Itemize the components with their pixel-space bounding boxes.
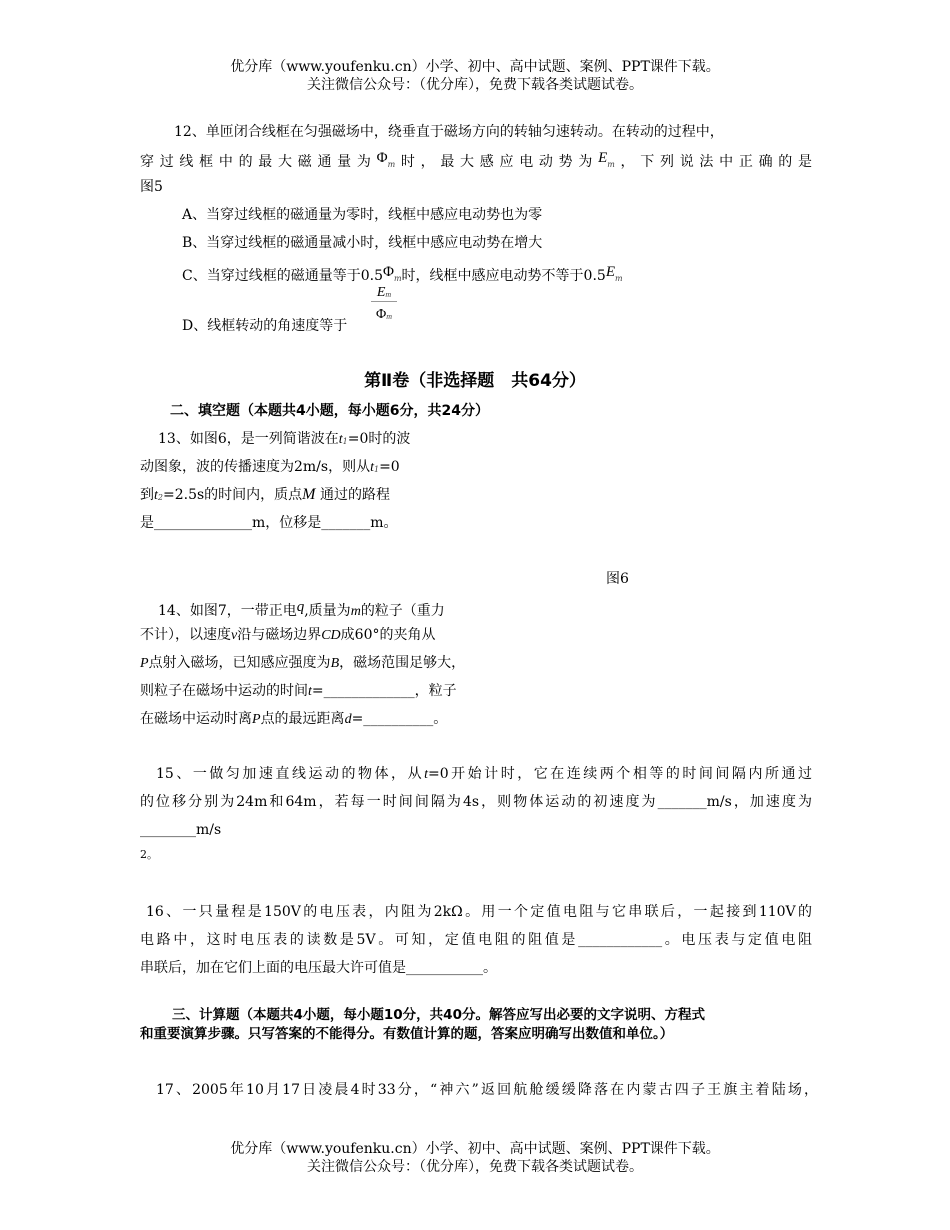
q14-text-5a: 在磁场中运动时离 [140, 711, 252, 727]
q15-line-1 [156, 765, 812, 784]
fraction-denominator [371, 307, 397, 323]
q16-line-2: 电路中，这时电压表的读数是5V。可知，定值电阻的阻值是____________。电压表与定值电阻 [140, 932, 812, 948]
e-symbol: E [605, 264, 615, 280]
q16-line-3: 串联后，加在它们上面的电压最大许可值是___________。 [140, 960, 497, 976]
q12-option-c [182, 263, 623, 288]
q13-line-4: 是______________m，位移是_______m。 [140, 515, 398, 531]
sub-m: m [387, 160, 396, 169]
e-symbol: E [376, 285, 386, 300]
t-symbol: t [308, 684, 312, 699]
p-symbol: P [140, 656, 149, 671]
q15-text-1a: 15、一做匀加速直线运动的物体，从 [156, 766, 425, 782]
sub-1: 1 [373, 465, 380, 474]
sub-m: m [386, 312, 392, 321]
header-line-2: 关注微信公众号：（优分库），免费下载各类试题试卷。 [307, 77, 643, 93]
sub-m: m [385, 290, 392, 299]
q14-text-3b: ，磁场范围足够大， [339, 655, 466, 671]
q12-fig-label: 图5 [140, 179, 163, 195]
q15-line-3: ________m/s [140, 822, 222, 838]
q14-line-2 [140, 626, 436, 645]
q12-text-a: 穿过线框中的最大磁通量为 [140, 154, 377, 170]
q12-option-b: B、当穿过线框的磁通量减小时，线框中感应电动势在增大 [182, 235, 543, 251]
q14-text-4b: =_____________，粒子 [311, 683, 457, 699]
q15-line-2: 的位移分别为24m和64m，若每一时间间隔为4s，则物体运动的初速度为_______m/s，加速度为 [140, 794, 812, 810]
section-2-subtitle: 二、填空题（本题共4小题，每小题6分，共24分） [170, 403, 489, 419]
q16-line-1: 16、一只量程是150V的电压表，内阻为2kΩ。用一个定值电阻与它串联后，一起接到110V的 [146, 904, 812, 920]
q14-text-5b: 点的最远距离 [260, 711, 345, 727]
footer-line-2: 关注微信公众号：（优分库），免费下载各类试题试卷。 [307, 1159, 643, 1175]
q14-line-4 [140, 682, 457, 701]
t-symbol: t [338, 432, 343, 447]
m-symbol: m [350, 604, 361, 619]
section-3-line-2: 和重要演算步骤。只写答案的不能得分。有数值计算的题，答案应明确写出数值和单位。） [140, 1026, 674, 1042]
fraction-numerator [371, 285, 397, 302]
section-3-line-1: 三、计算题（本题共4小题，每小题10分，共40分。解答应写出必要的文字说明、方程式 [172, 1007, 705, 1023]
q14-line-1 [158, 598, 445, 621]
cd-symbol: CD [321, 628, 341, 643]
q14-text-4a: 则粒子在磁场中运动的时间 [140, 683, 308, 699]
footer-line-1: 优分库（www.youfenku.cn）小学、初中、高中试题、案例、PPT课件下载。 [230, 1141, 720, 1157]
d-symbol: d [344, 712, 352, 727]
q14-text-2c: 成60°的夹角从 [340, 627, 436, 643]
q14-text-2a: 不计），以速度 [140, 627, 231, 643]
q14-text-3a: 点射入磁场，已知感应强度为 [148, 655, 331, 671]
q13-text-1a: 13、如图6，是一列简谐波在 [158, 431, 339, 447]
e-symbol: E [598, 150, 608, 166]
sub-m: m [393, 274, 402, 283]
q15-text-1b: =0开始计时，它在连续两个相等的时间间隔内所通过 [427, 766, 812, 782]
sub-1: 1 [342, 437, 348, 446]
q13-text-1b: =0时的波 [347, 431, 411, 447]
q14-text-2b: 沿与磁场边界 [237, 627, 322, 643]
q12-option-c-text-a: C、当穿过线框的磁通量等于0.5 [182, 268, 383, 284]
p-symbol: P [252, 712, 261, 727]
q14-text-1a: 14、如图7，一带正电 [158, 603, 297, 619]
q14-text-1b: ,质量为 [304, 603, 351, 619]
phi-symbol: Φ [376, 150, 388, 166]
q14-text-5c: =__________。 [351, 711, 448, 727]
q13-text-3c: 通过的路程 [315, 487, 390, 503]
q14-line-3 [140, 654, 465, 673]
q13-text-3a: 到 [140, 487, 154, 503]
q14-text-1c: 的粒子（重力 [360, 603, 445, 619]
t-symbol: t [154, 488, 158, 503]
q13-text-2b: =0 [379, 459, 400, 475]
section-2-title: 第Ⅱ卷（非选择题 共64分） [364, 371, 586, 391]
q13-line-3 [140, 486, 390, 507]
q13-fig-label: 图6 [606, 571, 629, 587]
q-symbol: q [296, 599, 305, 615]
q12-line-1: 12、单匝闭合线框在匀强磁场中，绕垂直于磁场方向的转轴匀速转动。在转动的过程中， [174, 124, 724, 140]
q12-option-d: D、线框转动的角速度等于 [182, 318, 348, 334]
q12-line-2 [140, 149, 812, 174]
q13-line-1 [158, 430, 410, 451]
header-line-1: 优分库（www.youfenku.cn）小学、初中、高中试题、案例、PPT课件下载。 [230, 59, 720, 75]
q17-line-1: 17、2005年10月17日凌晨4时33分，“神六”返回航舱缓缓降落在内蒙古四子王旗主着陆场， [156, 1082, 818, 1098]
q14-line-5 [140, 710, 447, 729]
q12-option-c-text-b: 时，线框中感应电动势不等于0.5 [401, 268, 606, 284]
q13-text-3b: =2.5s的时间内，质点 [162, 487, 303, 503]
sub-2: 2 [157, 493, 163, 502]
t-symbol: t [370, 460, 374, 475]
q12-option-a: A、当穿过线框的磁通量为零时，线框中感应电动势也为零 [182, 207, 543, 223]
phi-symbol: Φ [382, 264, 394, 280]
q15-line-4: 2。 [140, 848, 158, 861]
q12-text-b: 时，最大感应电动势为 [395, 154, 599, 170]
v-symbol: v [231, 628, 238, 643]
sub-m: m [607, 160, 615, 169]
b-symbol: B [330, 656, 340, 671]
m-point-symbol: M [302, 486, 316, 503]
q12-text-c: ，下列说法中正确的是 [614, 154, 813, 170]
q13-text-2a: 动图象，波的传播速度为2m/s，则从 [140, 459, 371, 475]
q13-line-2 [140, 458, 400, 479]
t-symbol: t [424, 767, 428, 782]
phi-symbol: Φ [375, 307, 387, 322]
sub-m: m [614, 274, 623, 283]
